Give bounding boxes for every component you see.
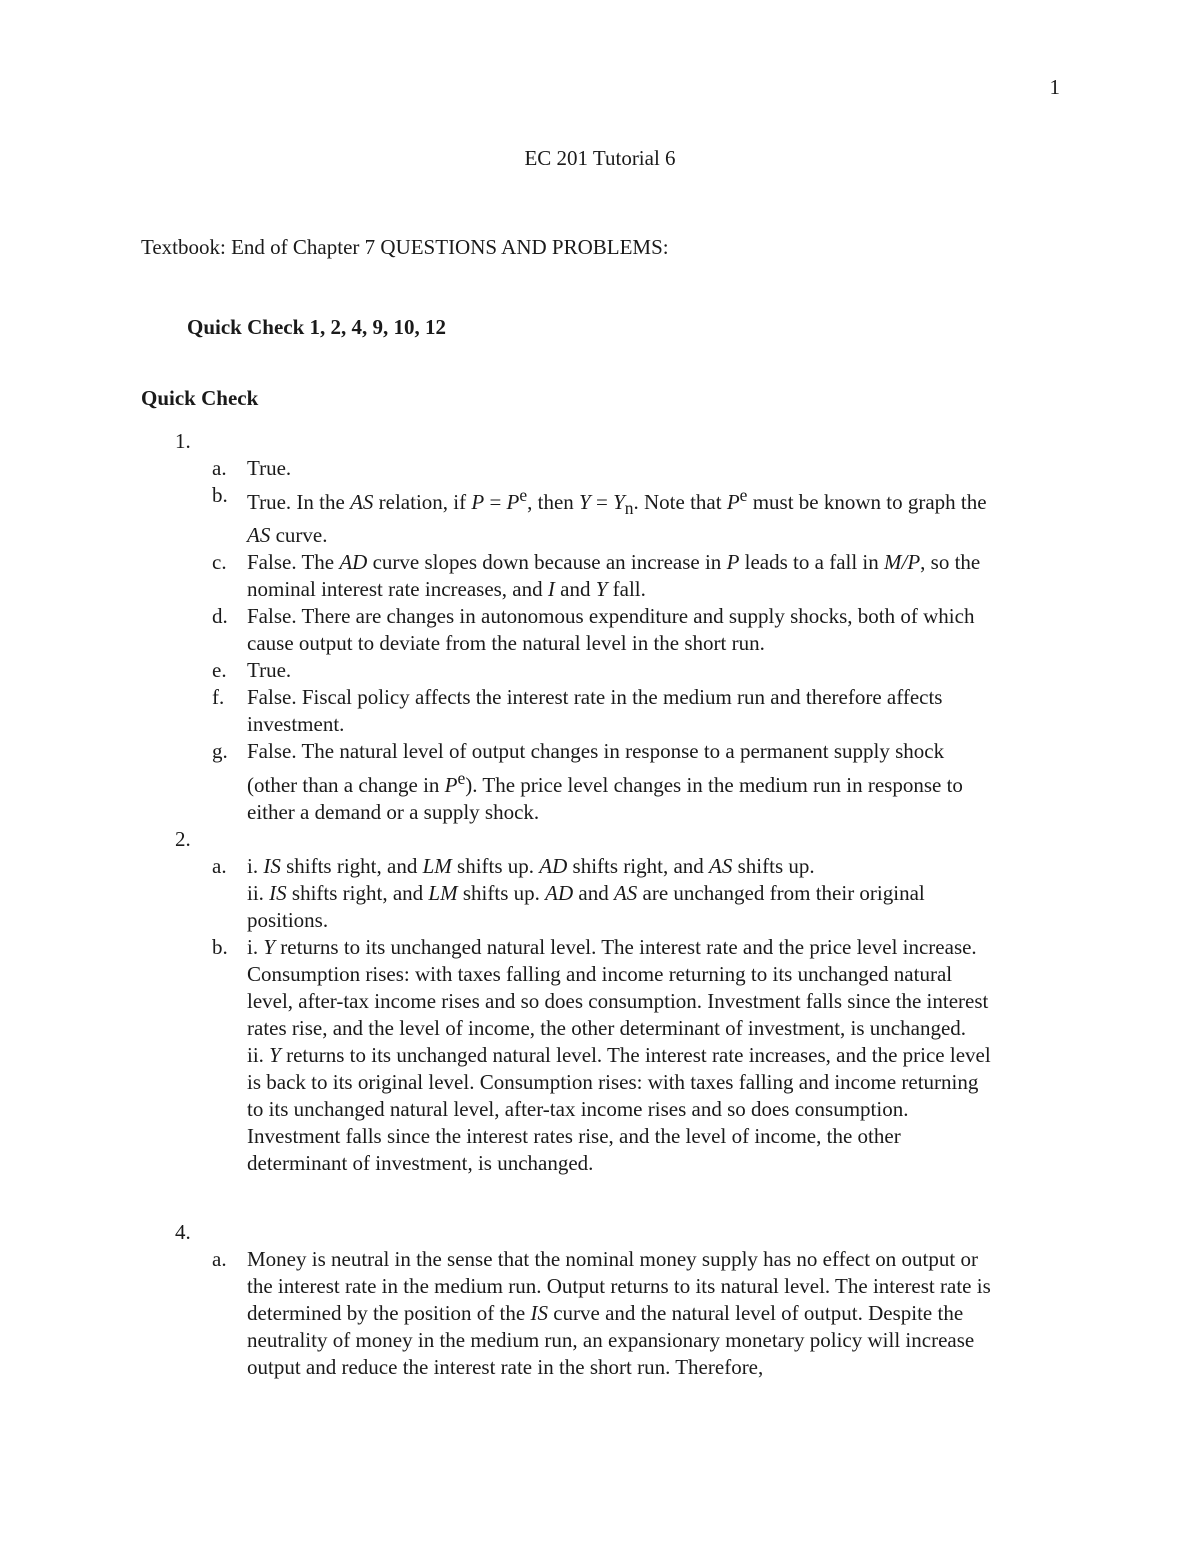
question-4 <box>175 1219 995 1381</box>
list-item <box>175 934 995 1177</box>
item-marker: b. <box>212 935 228 959</box>
assigned-questions: Quick Check 1, 2, 4, 9, 10, 12 <box>187 315 447 339</box>
list-item <box>175 657 995 684</box>
item-text: ii. IS shifts right, and LM shifts up. AD and AS are unchanged from their original positions. <box>247 881 925 932</box>
list-item <box>175 455 995 482</box>
item-marker: g. <box>212 739 228 764</box>
item-marker: a. <box>212 1247 227 1271</box>
list-item <box>175 684 995 738</box>
item-text: False. The natural level of output changes in response to a permanent supply shock (other than a change in $P^e$). The price level changes in the medium run in response to either a demand or a supply shock. <box>247 739 963 825</box>
question-number: 1. <box>175 429 191 453</box>
item-text: i. Y returns to its unchanged natural level. The interest rate and the price level increase. Consumption rises: with taxes falling and income returning to its unchanged natural level, after-tax income rises and so does consumption. Investment falls since the interest rates rise, and the level of income, the other determinant of investment, is unchanged. <box>247 935 989 1040</box>
question-number: 2. <box>175 827 191 851</box>
item-text: i. IS shifts right, and LM shifts up. AD shifts right, and AS shifts up. <box>247 854 815 878</box>
list-item <box>175 482 995 549</box>
item-text: False. The AD curve slopes down because an increase in P leads to a fall in M/P, so the nominal interest rate increases, and I and Y fall. <box>247 550 981 602</box>
item-text: True. <box>247 456 292 480</box>
item-marker: a. <box>212 854 227 878</box>
item-marker: c. <box>212 550 227 575</box>
list-item <box>175 738 995 826</box>
textbook-reference: Textbook: End of Chapter 7 QUESTIONS AND PROBLEMS: <box>141 235 669 259</box>
item-text: False. There are changes in autonomous expenditure and supply shocks, both of which cause output to deviate from the natural level in the short run. <box>247 604 975 656</box>
question-2 <box>175 826 995 1177</box>
answer-list <box>175 1246 995 1381</box>
list-item <box>175 1246 995 1381</box>
item-text: Money is neutral in the sense that the nominal money supply has no effect on output or the interest rate in the medium run. Output returns to its natural level. The interest rate is determined by the position of the IS curve and the natural level of output. Despite the neutrality of money in the medium run, an expansionary monetary policy will increase output and reduce the interest rate in the short run. Therefore, <box>247 1247 991 1379</box>
item-text: True. In the AS relation, if $P = P^e$, then $Y = Y_n$. Note that $P^e$ must be known to graph the AS curve. <box>247 485 987 548</box>
list-item <box>175 603 995 657</box>
answer-list <box>175 853 995 1177</box>
item-marker: a. <box>212 456 227 480</box>
item-marker: b. <box>212 483 228 507</box>
list-item <box>175 549 995 603</box>
question-number: 4. <box>175 1220 191 1244</box>
section-heading: Quick Check <box>141 386 259 410</box>
item-text: ii. Y returns to its unchanged natural level. The interest rate increases, and the price level is back to its original level. Consumption rises: with taxes falling and income returning to its unchanged natural level, after-tax income rises and so does consumption. Investment falls since the interest rates rise, and the level of income, the other determinant of investment, is unchanged. <box>247 1043 991 1175</box>
item-text: True. <box>247 658 292 683</box>
list-item <box>175 853 995 934</box>
item-marker: d. <box>212 604 228 629</box>
answer-list <box>175 455 995 826</box>
item-marker: e. <box>212 658 227 683</box>
document-title: EC 201 Tutorial 6 <box>524 146 676 170</box>
item-marker: f. <box>212 685 225 710</box>
page-number: 1 <box>1049 75 1060 99</box>
question-1 <box>175 428 995 826</box>
item-text: False. Fiscal policy affects the interest rate in the medium run and therefore affects investment. <box>247 685 943 737</box>
